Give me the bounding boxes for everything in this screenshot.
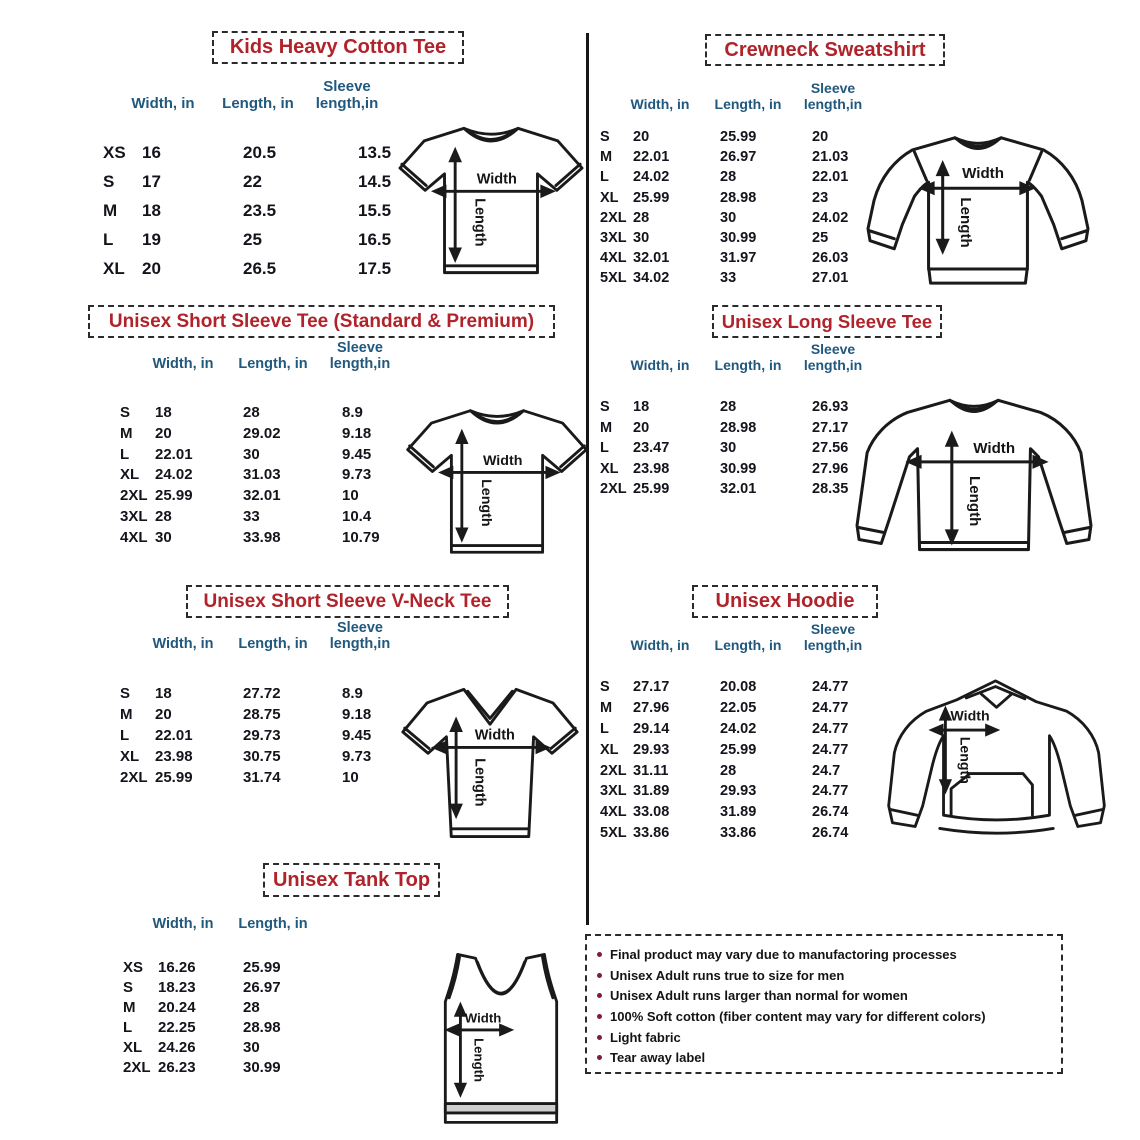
width-cell: 23.98 — [633, 460, 670, 477]
section-title-box — [705, 34, 945, 66]
bullet-icon — [597, 973, 602, 978]
tee-outline — [408, 411, 587, 553]
length-cell: 22.05 — [720, 699, 757, 716]
size-cell: 2XL — [600, 762, 627, 779]
length-label: Length — [956, 197, 974, 248]
bullet-icon — [597, 1055, 602, 1060]
length-cell: 31.03 — [243, 466, 281, 484]
length-cell: 30.99 — [243, 1059, 281, 1076]
column-header-width: Width, in — [131, 94, 195, 112]
column-header-width: Width, in — [630, 636, 690, 653]
size-cell: 3XL — [600, 229, 627, 246]
note-item — [597, 1047, 1051, 1068]
sleeve-cell: 16.5 — [358, 230, 392, 249]
size-cell: 4XL — [600, 804, 627, 821]
table-header — [595, 68, 1122, 112]
width-cell: 20 — [633, 129, 650, 145]
length-cell: 31.97 — [720, 250, 757, 267]
width-cell: 33.86 — [633, 825, 670, 842]
sleeve-cell: 24.7 — [812, 762, 841, 779]
width-cell: 27.96 — [633, 699, 670, 716]
sleeve-cell: 9.73 — [342, 748, 372, 765]
section-kids-heavy-cotton-tee — [85, 28, 590, 298]
width-cell: 24.02 — [633, 169, 670, 186]
width-cell: 33.08 — [633, 804, 670, 821]
width-cell: 23.47 — [633, 440, 670, 456]
length-label: Length — [956, 736, 973, 784]
width-cell: 20.24 — [158, 999, 196, 1016]
width-cell: 32.01 — [633, 250, 670, 267]
sleeve-cell: 9.45 — [342, 727, 372, 744]
section-unisex-short-sleeve-tee — [85, 303, 595, 581]
sleeve-cell: 27.56 — [812, 440, 849, 456]
column-header-sleeve: Sleeve length,in — [329, 619, 391, 653]
length-cell: 30.75 — [243, 748, 281, 765]
size-cell: 2XL — [120, 487, 148, 505]
column-header-sleeve: Sleeve length,in — [803, 620, 863, 653]
v-neck-tee-illustration — [398, 670, 582, 854]
size-cell: M — [120, 424, 133, 442]
sleeve-cell: 10.79 — [342, 528, 380, 546]
section-title: Unisex Long Sleeve Tee — [721, 310, 933, 332]
width-label: Width — [482, 452, 523, 469]
note-item — [597, 965, 1051, 986]
length-cell: 29.93 — [720, 783, 757, 800]
section-title: Unisex Short Sleeve Tee (Standard & Premium) — [108, 310, 535, 332]
column-header-width: Width, in — [152, 636, 214, 653]
length-cell: 30.99 — [720, 229, 757, 246]
hoodie-outline — [889, 681, 1105, 833]
length-cell: 25.99 — [720, 741, 757, 758]
sleeve-cell: 10.4 — [342, 507, 372, 525]
long-sleeve-outline — [857, 400, 1091, 549]
size-cell: 2XL — [123, 1059, 151, 1076]
size-cell: S — [123, 979, 134, 996]
note-text: Unisex Adult runs larger than normal for women — [610, 988, 908, 1004]
length-cell: 32.01 — [243, 487, 281, 505]
length-cell: 28 — [243, 999, 260, 1016]
length-cell: 30.99 — [720, 460, 757, 477]
size-cell: 5XL — [600, 270, 627, 287]
length-cell: 33.86 — [720, 825, 757, 842]
note-text: Final product may vary due to manufactoring processes — [610, 946, 957, 962]
width-cell: 25.99 — [155, 487, 193, 505]
sleeve-cell: 24.77 — [812, 720, 849, 737]
sleeve-cell: 26.93 — [812, 399, 849, 415]
tank-top-outline — [445, 954, 556, 1122]
sleeve-cell: 23 — [812, 189, 829, 206]
sleeve-cell: 9.18 — [342, 424, 372, 442]
length-cell: 30 — [720, 209, 737, 226]
bullet-icon — [597, 1035, 602, 1040]
width-cell: 25.99 — [155, 769, 193, 786]
width-cell: 17 — [142, 172, 161, 191]
length-cell: 22 — [243, 172, 262, 191]
tank-top-illustration — [423, 945, 579, 1129]
width-label: Width — [476, 171, 517, 188]
sleeve-cell: 24.77 — [812, 699, 849, 716]
column-header-length: Length, in — [714, 636, 782, 653]
size-cell: XS — [123, 959, 144, 976]
product-notes-box — [585, 934, 1063, 1074]
sleeve-cell: 10 — [342, 487, 359, 505]
length-cell: 24.02 — [720, 720, 757, 737]
length-cell: 28 — [243, 404, 260, 421]
note-text: Tear away label — [610, 1050, 706, 1066]
column-header-width: Width, in — [152, 916, 214, 933]
length-cell: 26.5 — [243, 259, 277, 278]
width-cell: 27.17 — [633, 679, 670, 695]
note-text: 100% Soft cotton (fiber content may vary for different colors) — [610, 1008, 986, 1024]
length-cell: 25.99 — [720, 129, 757, 145]
size-cell: 2XL — [600, 481, 627, 497]
length-cell: 29.02 — [243, 424, 281, 442]
sleeve-cell: 24.02 — [812, 209, 849, 226]
size-cell: 5XL — [600, 825, 627, 842]
length-cell: 30 — [243, 1039, 260, 1056]
section-title: Crewneck Sweatshirt — [724, 38, 926, 61]
size-cell: M — [600, 699, 613, 716]
short-sleeve-tee-illustration — [402, 390, 592, 572]
length-cell: 32.01 — [720, 481, 757, 497]
tee-outline — [400, 128, 582, 272]
section-title: Unisex Hoodie — [715, 590, 855, 612]
sleeve-cell: 9.45 — [342, 445, 372, 463]
length-cell: 33.98 — [243, 528, 281, 546]
sleeve-cell: 26.74 — [812, 825, 849, 842]
width-cell: 30 — [633, 229, 650, 246]
column-header-length: Length, in — [714, 356, 782, 373]
length-cell: 25.99 — [243, 959, 281, 976]
length-cell: 28.75 — [243, 706, 281, 723]
size-cell: XL — [103, 259, 125, 278]
table-header — [85, 329, 595, 373]
length-cell: 33 — [720, 270, 737, 287]
section-unisex-long-sleeve-tee — [595, 303, 1122, 583]
size-cell: XL — [120, 748, 140, 765]
width-cell: 20 — [142, 259, 161, 278]
section-title: Unisex Short Sleeve V-Neck Tee — [203, 590, 492, 612]
section-unisex-hoodie — [595, 583, 1122, 863]
sleeve-cell: 26.03 — [812, 250, 849, 267]
sleeve-cell: 22.01 — [812, 169, 849, 186]
length-cell: 20.5 — [243, 143, 277, 162]
length-cell: 28 — [720, 762, 737, 779]
table-header — [595, 329, 1122, 373]
length-cell: 23.5 — [243, 201, 277, 220]
sleeve-cell: 8.9 — [342, 685, 363, 702]
size-cell: XL — [600, 189, 619, 206]
bullet-icon — [597, 1014, 602, 1019]
sleeve-cell: 24.77 — [812, 741, 849, 758]
width-label: Width — [973, 439, 1016, 457]
column-header-sleeve: Sleeve length,in — [329, 339, 391, 373]
length-cell: 28.98 — [720, 419, 757, 436]
width-cell: 22.25 — [158, 1019, 196, 1036]
table-header — [85, 609, 595, 653]
sleeve-cell: 28.35 — [812, 481, 849, 497]
section-title-box — [263, 863, 440, 897]
width-cell: 19 — [142, 230, 161, 249]
column-header-width: Width, in — [630, 356, 690, 373]
bullet-icon — [597, 993, 602, 998]
length-cell: 28.98 — [720, 189, 757, 206]
length-cell: 31.74 — [243, 769, 281, 786]
table-header — [85, 913, 595, 933]
size-cell: M — [123, 999, 136, 1016]
size-cell: XS — [103, 143, 126, 162]
column-header-sleeve: Sleeve length,in — [315, 77, 379, 112]
width-label: Width — [464, 1010, 502, 1026]
note-item — [597, 985, 1051, 1006]
width-cell: 29.14 — [633, 720, 670, 737]
short-sleeve-tee-illustration — [393, 108, 589, 292]
section-title-box — [212, 31, 464, 64]
size-cell: L — [600, 720, 609, 737]
column-header-length: Length, in — [238, 356, 308, 373]
length-cell: 27.72 — [243, 685, 281, 702]
column-header-length: Length, in — [714, 95, 782, 112]
section-unisex-v-neck-tee — [85, 583, 595, 855]
length-cell: 30 — [243, 445, 260, 463]
width-cell: 23.98 — [155, 748, 193, 765]
width-cell: 22.01 — [633, 149, 670, 166]
length-cell: 28 — [720, 169, 737, 186]
sleeve-cell: 25 — [812, 229, 829, 246]
length-label: Length — [477, 479, 494, 527]
sleeve-cell: 17.5 — [358, 259, 392, 278]
width-cell: 25.99 — [633, 481, 670, 497]
size-cell: M — [600, 419, 613, 436]
size-cell: S — [600, 129, 610, 145]
size-cell: 4XL — [600, 250, 627, 267]
width-cell: 24.26 — [158, 1039, 196, 1056]
width-cell: 25.99 — [633, 189, 670, 206]
size-cell: M — [600, 149, 613, 166]
bullet-icon — [597, 952, 602, 957]
sleeve-cell: 9.73 — [342, 466, 372, 484]
size-cell: XL — [120, 466, 140, 484]
sleeve-cell: 27.01 — [812, 270, 849, 287]
width-label: Width — [474, 727, 515, 744]
size-cell: S — [103, 172, 115, 191]
size-cell: XL — [123, 1039, 143, 1056]
size-cell: L — [120, 445, 130, 463]
sleeve-cell: 24.77 — [812, 783, 849, 800]
width-cell: 16.26 — [158, 959, 196, 976]
column-header-sleeve: Sleeve length,in — [803, 340, 863, 373]
size-cell: 2XL — [600, 209, 627, 226]
width-cell: 18 — [155, 685, 172, 702]
size-cell: L — [120, 727, 130, 744]
sweatshirt-outline — [868, 138, 1088, 283]
sleeve-cell: 27.96 — [812, 460, 849, 477]
sleeve-cell: 9.18 — [342, 706, 372, 723]
length-label: Length — [471, 1038, 487, 1083]
size-cell: 3XL — [120, 507, 148, 525]
length-cell: 33 — [243, 507, 260, 525]
size-cell: S — [600, 679, 610, 695]
width-cell: 18.23 — [158, 979, 196, 996]
width-label: Width — [950, 708, 990, 725]
width-label: Width — [962, 165, 1004, 183]
size-cell: S — [600, 399, 610, 415]
long-sleeve-tee-illustration — [853, 386, 1095, 578]
length-cell: 20.08 — [720, 679, 757, 695]
width-cell: 30 — [155, 528, 172, 546]
column-header-sleeve: Sleeve length,in — [803, 79, 863, 112]
length-label: Length — [965, 475, 983, 527]
size-cell: L — [600, 440, 609, 456]
table-header — [85, 68, 590, 112]
width-cell: 16 — [142, 143, 161, 162]
width-cell: 22.01 — [155, 727, 193, 744]
hoodie-illustration — [883, 670, 1110, 862]
size-cell: 4XL — [120, 528, 148, 546]
width-cell: 24.02 — [155, 466, 193, 484]
width-cell: 22.01 — [155, 445, 193, 463]
size-cell: L — [123, 1019, 133, 1036]
width-cell: 20 — [633, 419, 650, 436]
width-cell: 34.02 — [633, 270, 670, 287]
note-item — [597, 1027, 1051, 1048]
length-cell: 25 — [243, 230, 262, 249]
column-header-width: Width, in — [630, 95, 690, 112]
note-text: Unisex Adult runs true to size for men — [610, 967, 845, 983]
length-cell: 28.98 — [243, 1019, 281, 1036]
size-cell: S — [120, 404, 131, 421]
width-cell: 18 — [633, 399, 650, 415]
sleeve-cell: 13.5 — [358, 143, 392, 162]
section-title: Kids Heavy Cotton Tee — [229, 36, 447, 58]
sleeve-cell: 27.17 — [812, 419, 849, 436]
sleeve-cell: 14.5 — [358, 172, 392, 191]
column-header-width: Width, in — [152, 356, 214, 373]
width-cell: 20 — [155, 424, 172, 442]
section-unisex-tank-top — [85, 861, 595, 1139]
note-text: Light fabric — [610, 1029, 681, 1045]
width-cell: 20 — [155, 706, 172, 723]
size-cell: M — [103, 201, 118, 220]
note-item — [597, 944, 1051, 965]
sleeve-cell: 26.74 — [812, 804, 849, 821]
length-label: Length — [471, 758, 488, 807]
width-cell: 28 — [633, 209, 650, 226]
length-cell: 26.97 — [243, 979, 281, 996]
note-item — [597, 1006, 1051, 1027]
column-header-length: Length, in — [238, 916, 308, 933]
sleeve-cell: 10 — [342, 769, 359, 786]
length-cell: 31.89 — [720, 804, 757, 821]
size-cell: L — [103, 230, 114, 249]
section-crewneck-sweatshirt — [595, 28, 1122, 313]
sleeve-cell: 20 — [812, 129, 829, 145]
width-cell: 31.89 — [633, 783, 670, 800]
length-label: Length — [471, 198, 488, 247]
size-cell: L — [600, 169, 609, 186]
sleeve-cell: 8.9 — [342, 404, 363, 421]
size-cell: 2XL — [120, 769, 148, 786]
column-header-length: Length, in — [238, 636, 308, 653]
width-cell: 31.11 — [633, 762, 669, 779]
length-cell: 28 — [720, 399, 737, 415]
table-header — [595, 609, 1122, 653]
width-cell: 26.23 — [158, 1059, 196, 1076]
sleeve-cell: 24.77 — [812, 679, 849, 695]
size-cell: XL — [600, 741, 619, 758]
size-cell: M — [120, 706, 133, 723]
width-cell: 28 — [155, 507, 172, 525]
width-cell: 18 — [142, 201, 161, 220]
width-cell: 29.93 — [633, 741, 670, 758]
sleeve-cell: 21.03 — [812, 149, 849, 166]
column-header-length: Length, in — [222, 94, 294, 112]
length-cell: 26.97 — [720, 149, 757, 166]
section-title: Unisex Tank Top — [272, 868, 431, 891]
length-cell: 30 — [720, 440, 737, 456]
size-cell: S — [120, 685, 131, 702]
size-cell: XL — [600, 460, 619, 477]
size-cell: 3XL — [600, 783, 627, 800]
crewneck-sweatshirt-illustration — [866, 123, 1090, 311]
width-cell: 18 — [155, 404, 172, 421]
length-cell: 29.73 — [243, 727, 281, 744]
v-neck-outline — [403, 689, 577, 836]
sleeve-cell: 15.5 — [358, 201, 392, 220]
